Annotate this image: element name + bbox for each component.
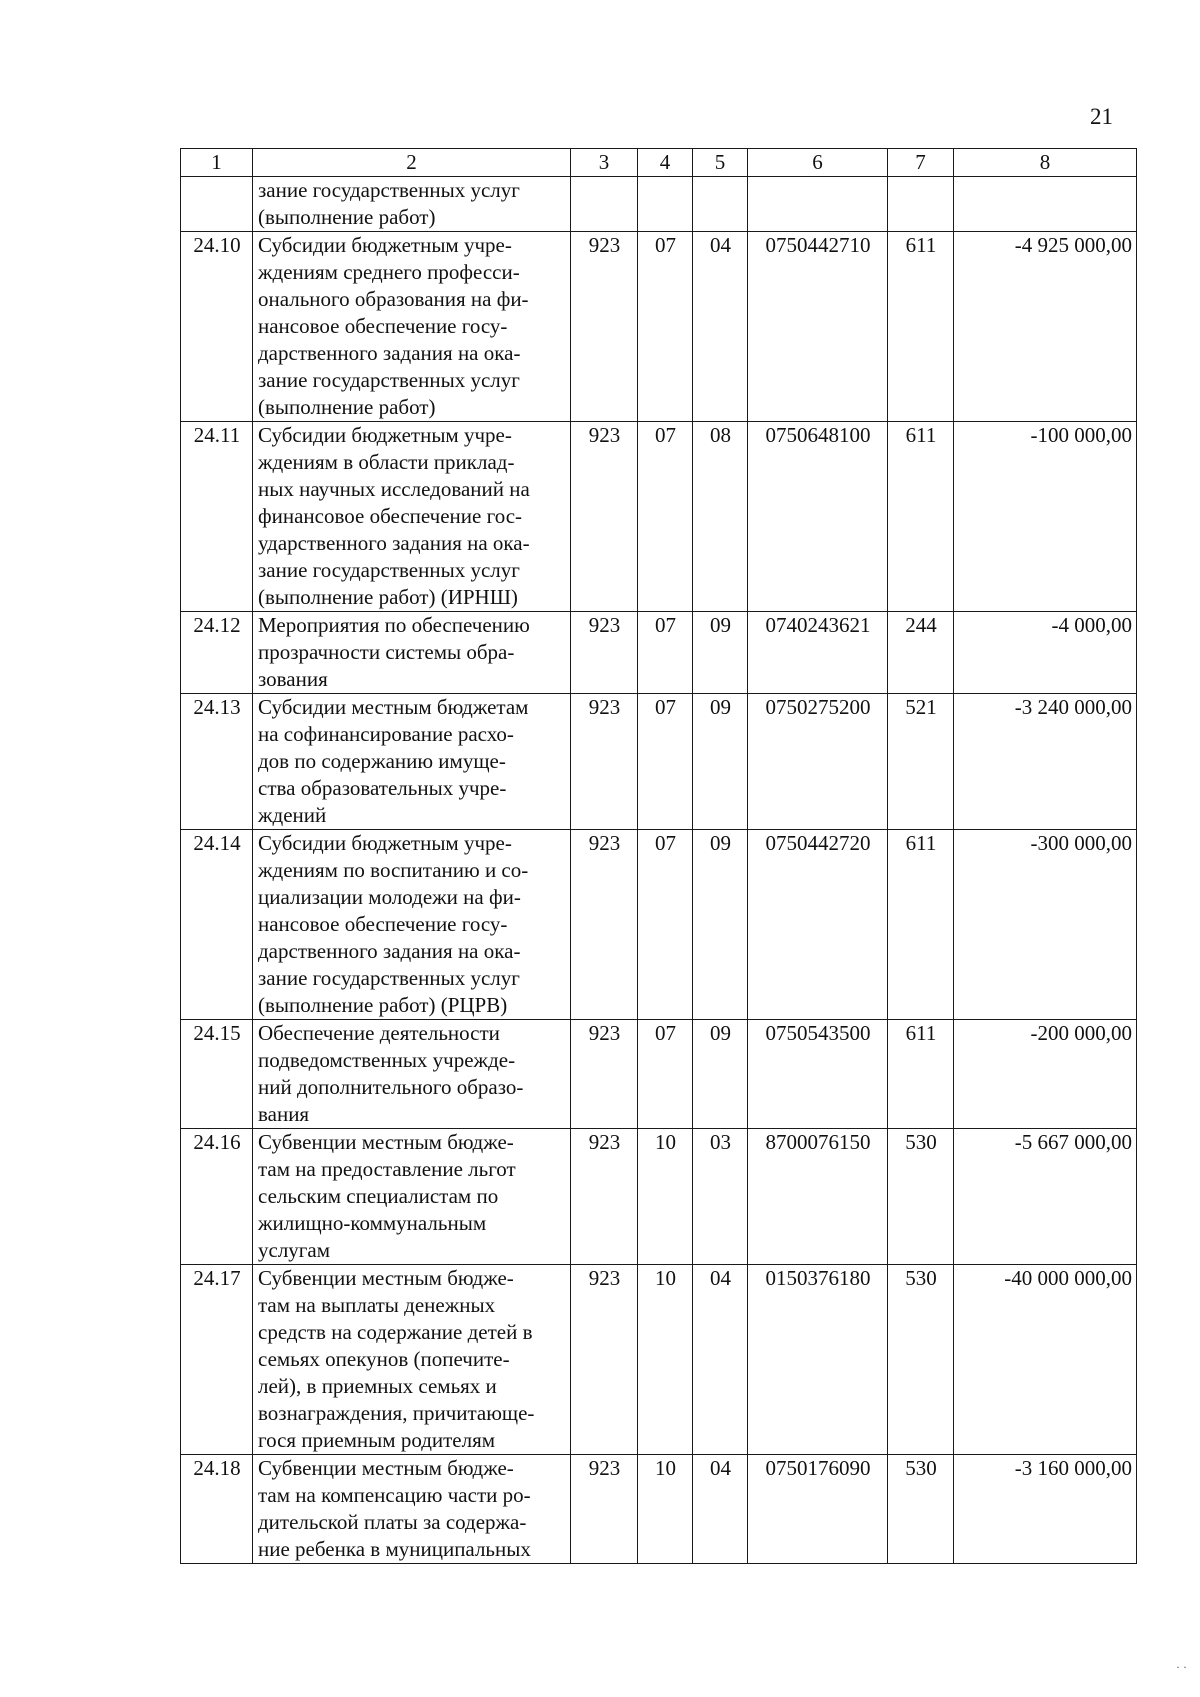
header-cell-7: 7: [888, 149, 954, 177]
code-cell-3: [571, 177, 638, 232]
row-number-cell: [181, 177, 253, 232]
table-row: [181, 1020, 1137, 1129]
code-cell-3: 923: [571, 422, 638, 612]
table-row: [181, 694, 1137, 830]
code-cell-5: 04: [693, 1455, 748, 1564]
code-cell-4: 10: [638, 1129, 693, 1265]
code-cell-6: [748, 177, 888, 232]
amount-cell: -200 000,00: [954, 1020, 1137, 1129]
code-cell-4: 10: [638, 1265, 693, 1455]
description-cell: Субвенции местным бюдже- там на компенсацию части ро- дительской платы за содержа- ние ребенка в муниципальных: [253, 1455, 571, 1564]
code-cell-5: 09: [693, 612, 748, 694]
description-cell: Субсидии бюджетным учре- ждениям среднего професси- онального образования на фи- нансовое обеспечение госу- дарственного задания на ока- зание государственных услуг (выполнение работ): [253, 232, 571, 422]
row-number-cell: 24.10: [181, 232, 253, 422]
table-row: [181, 1129, 1137, 1265]
scan-specks: · ·: [1176, 1660, 1187, 1674]
table-row: [181, 830, 1137, 1020]
code-cell-7: [888, 177, 954, 232]
code-cell-3: 923: [571, 694, 638, 830]
description-cell: Субвенции местным бюдже- там на предоставление льгот сельским специалистам по жилищно-коммунальным услугам: [253, 1129, 571, 1265]
code-cell-6: 0740243621: [748, 612, 888, 694]
budget-table: [180, 148, 1137, 1564]
code-cell-5: 09: [693, 1020, 748, 1129]
row-number-cell: 24.17: [181, 1265, 253, 1455]
code-cell-5: 03: [693, 1129, 748, 1265]
table-row: [181, 1265, 1137, 1455]
code-cell-5: 09: [693, 694, 748, 830]
header-cell-3: 3: [571, 149, 638, 177]
table-row: [181, 1455, 1137, 1564]
code-cell-4: 07: [638, 612, 693, 694]
code-cell-7: 611: [888, 232, 954, 422]
code-cell-4: 10: [638, 1455, 693, 1564]
code-cell-5: 04: [693, 1265, 748, 1455]
code-cell-7: 611: [888, 422, 954, 612]
code-cell-3: 923: [571, 1129, 638, 1265]
amount-cell: [954, 177, 1137, 232]
header-cell-5: 5: [693, 149, 748, 177]
description-cell: Мероприятия по обеспечению прозрачности системы обра- зования: [253, 612, 571, 694]
amount-cell: -100 000,00: [954, 422, 1137, 612]
description-cell: Субвенции местным бюдже- там на выплаты денежных средств на содержание детей в семьях опекунов (попечите- лей), в приемных семьях и вознаграждения, причитающе- гося приемным родителям: [253, 1265, 571, 1455]
description-cell: Обеспечение деятельности подведомственных учрежде- ний дополнительного образо- вания: [253, 1020, 571, 1129]
code-cell-4: 07: [638, 422, 693, 612]
table-header-row: [181, 149, 1137, 177]
code-cell-3: 923: [571, 232, 638, 422]
row-number-cell: 24.15: [181, 1020, 253, 1129]
code-cell-3: 923: [571, 1265, 638, 1455]
header-cell-8: 8: [954, 149, 1137, 177]
code-cell-7: 530: [888, 1455, 954, 1564]
code-cell-4: [638, 177, 693, 232]
description-cell: Субсидии местным бюджетам на софинансирование расхо- дов по содержанию имуще- ства образовательных учре- ждений: [253, 694, 571, 830]
amount-cell: -4 925 000,00: [954, 232, 1137, 422]
row-number-cell: 24.12: [181, 612, 253, 694]
code-cell-4: 07: [638, 694, 693, 830]
amount-cell: -3 240 000,00: [954, 694, 1137, 830]
row-number-cell: 24.11: [181, 422, 253, 612]
code-cell-6: 0750275200: [748, 694, 888, 830]
amount-cell: -3 160 000,00: [954, 1455, 1137, 1564]
page-number: 21: [1090, 104, 1113, 129]
code-cell-7: 611: [888, 830, 954, 1020]
code-cell-4: 07: [638, 1020, 693, 1129]
code-cell-7: 611: [888, 1020, 954, 1129]
table-row: [181, 232, 1137, 422]
row-number-cell: 24.16: [181, 1129, 253, 1265]
description-cell: зание государственных услуг (выполнение работ): [253, 177, 571, 232]
table-row: [181, 422, 1137, 612]
code-cell-3: 923: [571, 830, 638, 1020]
code-cell-5: [693, 177, 748, 232]
table-row: [181, 612, 1137, 694]
code-cell-7: 521: [888, 694, 954, 830]
code-cell-7: 244: [888, 612, 954, 694]
row-number-cell: 24.14: [181, 830, 253, 1020]
amount-cell: -300 000,00: [954, 830, 1137, 1020]
row-number-cell: 24.13: [181, 694, 253, 830]
header-cell-6: 6: [748, 149, 888, 177]
code-cell-4: 07: [638, 232, 693, 422]
code-cell-6: 0750442710: [748, 232, 888, 422]
header-cell-1: 1: [181, 149, 253, 177]
amount-cell: -4 000,00: [954, 612, 1137, 694]
code-cell-6: 0750648100: [748, 422, 888, 612]
code-cell-5: 04: [693, 232, 748, 422]
code-cell-3: 923: [571, 1455, 638, 1564]
description-cell: Субсидии бюджетным учре- ждениям в области приклад- ных научных исследований на финансовое обеспечение гос- ударственного задания на ока- зание государственных услуг (выполнение работ) (ИРНШ): [253, 422, 571, 612]
code-cell-5: 08: [693, 422, 748, 612]
code-cell-6: 8700076150: [748, 1129, 888, 1265]
header-cell-4: 4: [638, 149, 693, 177]
code-cell-6: 0750543500: [748, 1020, 888, 1129]
code-cell-6: 0750176090: [748, 1455, 888, 1564]
code-cell-4: 07: [638, 830, 693, 1020]
code-cell-6: 0750442720: [748, 830, 888, 1020]
code-cell-6: 0150376180: [748, 1265, 888, 1455]
row-number-cell: 24.18: [181, 1455, 253, 1564]
code-cell-3: 923: [571, 612, 638, 694]
code-cell-7: 530: [888, 1129, 954, 1265]
table-row: [181, 177, 1137, 232]
code-cell-3: 923: [571, 1020, 638, 1129]
amount-cell: -40 000 000,00: [954, 1265, 1137, 1455]
code-cell-5: 09: [693, 830, 748, 1020]
amount-cell: -5 667 000,00: [954, 1129, 1137, 1265]
table-body: [181, 177, 1137, 1564]
code-cell-7: 530: [888, 1265, 954, 1455]
description-cell: Субсидии бюджетным учре- ждениям по воспитанию и со- циализации молодежи на фи- нансовое обеспечение госу- дарственного задания на ока- зание государственных услуг (выполнение работ) (РЦРВ): [253, 830, 571, 1020]
header-cell-2: 2: [253, 149, 571, 177]
